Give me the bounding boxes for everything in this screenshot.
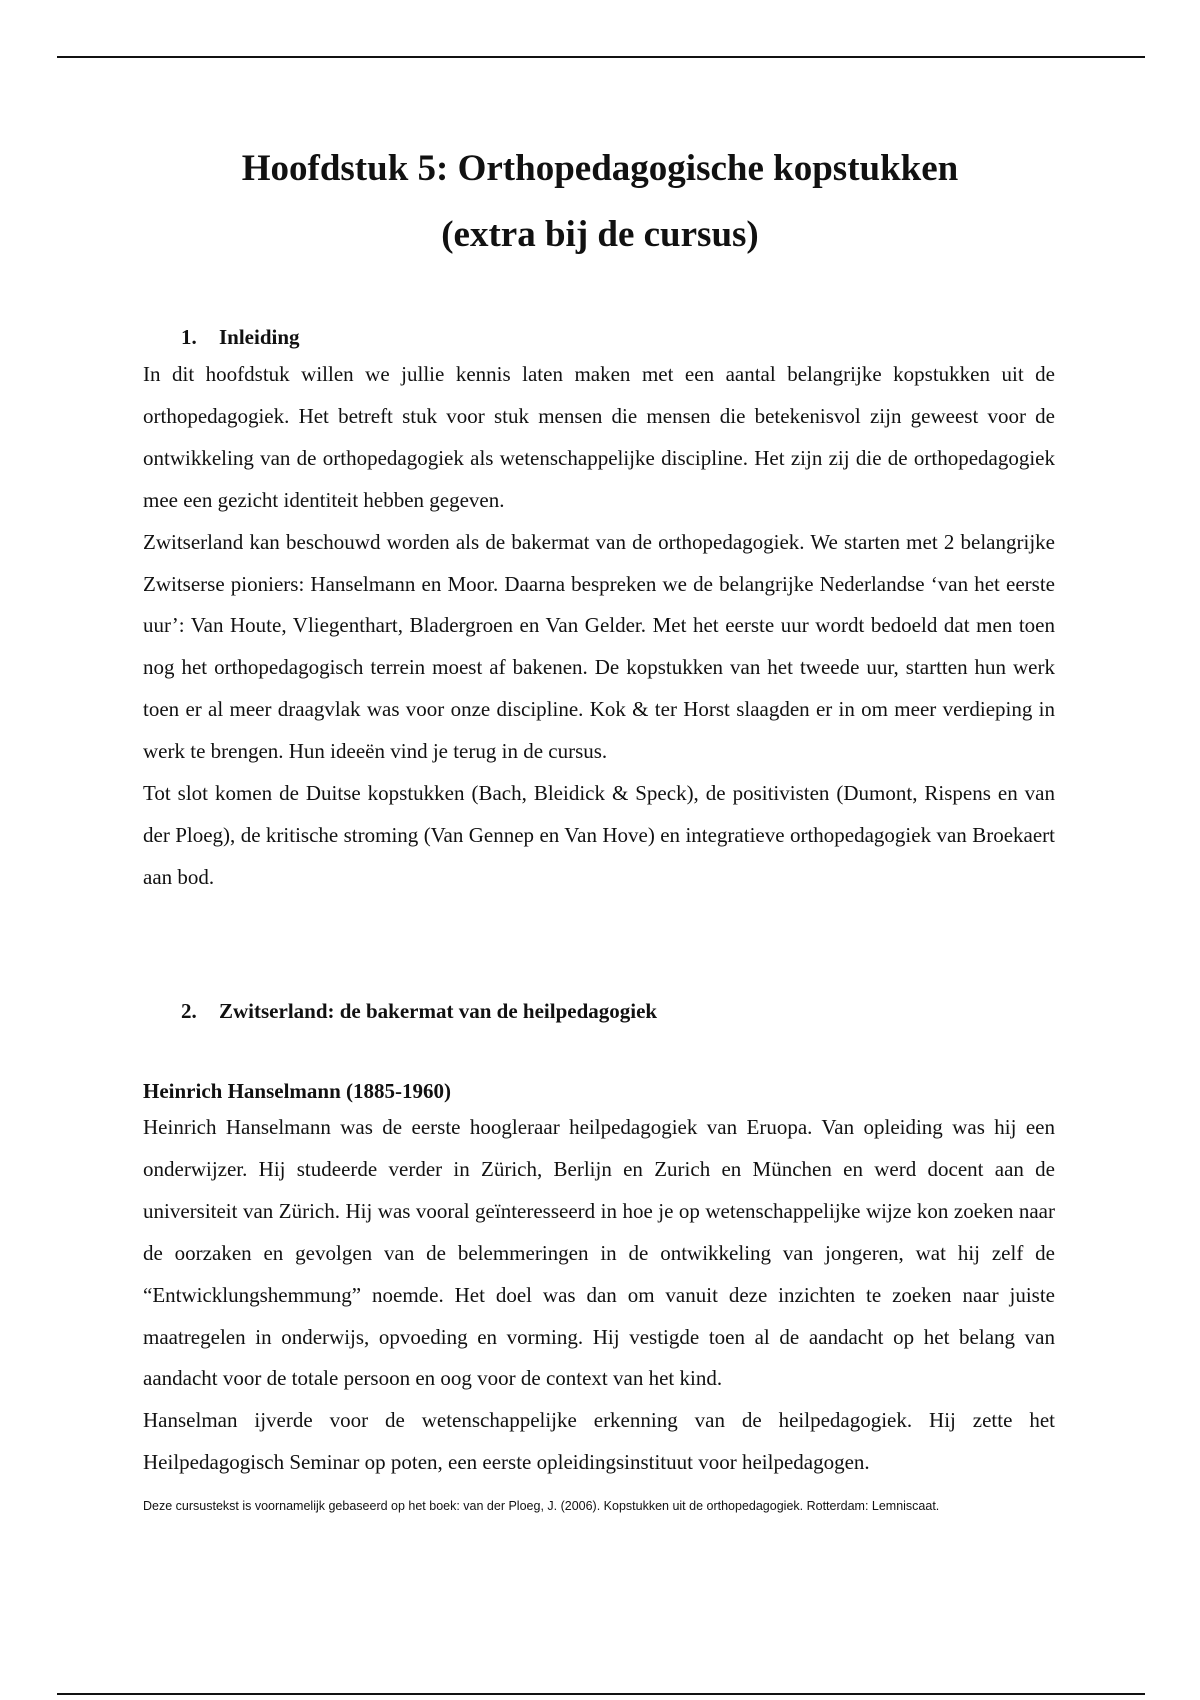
bottom-rule bbox=[57, 1693, 1145, 1695]
section-introduction bbox=[143, 322, 1055, 899]
paragraph: Zwitserland kan beschouwd worden als de bakermat van de orthopedagogiek. We starten met 2 belangrijke Zwitserse pioniers: Hanselmann en Moor. Daarna bespreken we de belangrijke Nederlandse ‘van het eerste uur’: Van Houte, Vliegenthart, Bladergroen en Van Gelder. Met het eerste uur wordt bedoeld dat men toen nog het orthopedagogisch terrein moest af bakenen. De kopstukken van het tweede uur, startten hun werk toen er al meer draagvlak was voor onze discipline. Kok & ter Horst slaagden er in om meer verdieping in werk te brengen. Hun ideeën vind je terug in de cursus. bbox=[143, 529, 1055, 764]
top-rule bbox=[57, 56, 1145, 58]
paragraph: Hanselman ijverde voor de wetenschappelijke erkenning van de heilpedagogiek. Hij zette het Heilpedagogisch Seminar op poten, een eerste opleidingsinstituut voor heilpedagogen. bbox=[143, 1408, 1055, 1475]
paragraph: In dit hoofdstuk willen we jullie kennis laten maken met een aantal belangrijke kopstukken uit de orthopedagogiek. Het betreft stuk voor stuk mensen die mensen die betekenisvol zijn geweest voor de ontwikkeling van de orthopedagogiek als wetenschappelijke discipline. Het zijn zij die de orthopedagogiek mee een gezicht identiteit hebben gegeven. bbox=[143, 362, 1055, 512]
person-heading: Heinrich Hanselmann (1885-1960) bbox=[143, 1079, 451, 1103]
paragraph: Tot slot komen de Duitse kopstukken (Bach, Bleidick & Speck), de positivisten (Dumont, Rispens en van der Ploeg), de kritische stroming (Van Gennep en Van Hove) en integratieve orthopedagogiek van Broekaert aan bod. bbox=[143, 781, 1055, 889]
page-title bbox=[0, 136, 1200, 268]
title-line-2: (extra bij de cursus) bbox=[441, 214, 759, 255]
title-line-1: Hoofdstuk 5: Orthopedagogische kopstukken bbox=[241, 148, 959, 189]
paragraph: Heinrich Hanselmann was de eerste hoogleraar heilpedagogiek van Eruopa. Van opleiding was hij een onderwijzer. Hij studeerde verder in Zürich, Berlijn en Zurich en München en werd docent aan de universiteit van Zürich. Hij was vooral geïnteresseerd in hoe je op wetenschappelijke wijze kon zoeken naar de oorzaken en gevolgen van de belemmeringen in de ontwikkeling van jongeren, wat hij zelf de “Entwicklungshemmung” noemde. Het doel was dan om vanuit deze inzichten te zoeken naar juiste maatregelen in onderwijs, opvoeding en vorming. Hij vestigde toen al de aandacht op het belang van aandacht voor de totale persoon en oog voor de context van het kind. bbox=[143, 1115, 1055, 1391]
section-title: Inleiding bbox=[219, 325, 300, 349]
section-number: 2. bbox=[181, 999, 197, 1023]
section-number: 1. bbox=[181, 325, 197, 349]
section-title: Zwitserland: de bakermat van de heilpedagogiek bbox=[219, 999, 658, 1023]
section-heading-introduction bbox=[181, 322, 1055, 352]
section-switzerland bbox=[143, 996, 1055, 1520]
footnote: Deze cursustekst is voornamelijk gebaseerd op het boek: van der Ploeg, J. (2006). Kopstukken uit de orthopedagogiek. Rotterdam: Lemniscaat. bbox=[143, 1499, 940, 1514]
section-heading-switzerland bbox=[181, 996, 1055, 1026]
